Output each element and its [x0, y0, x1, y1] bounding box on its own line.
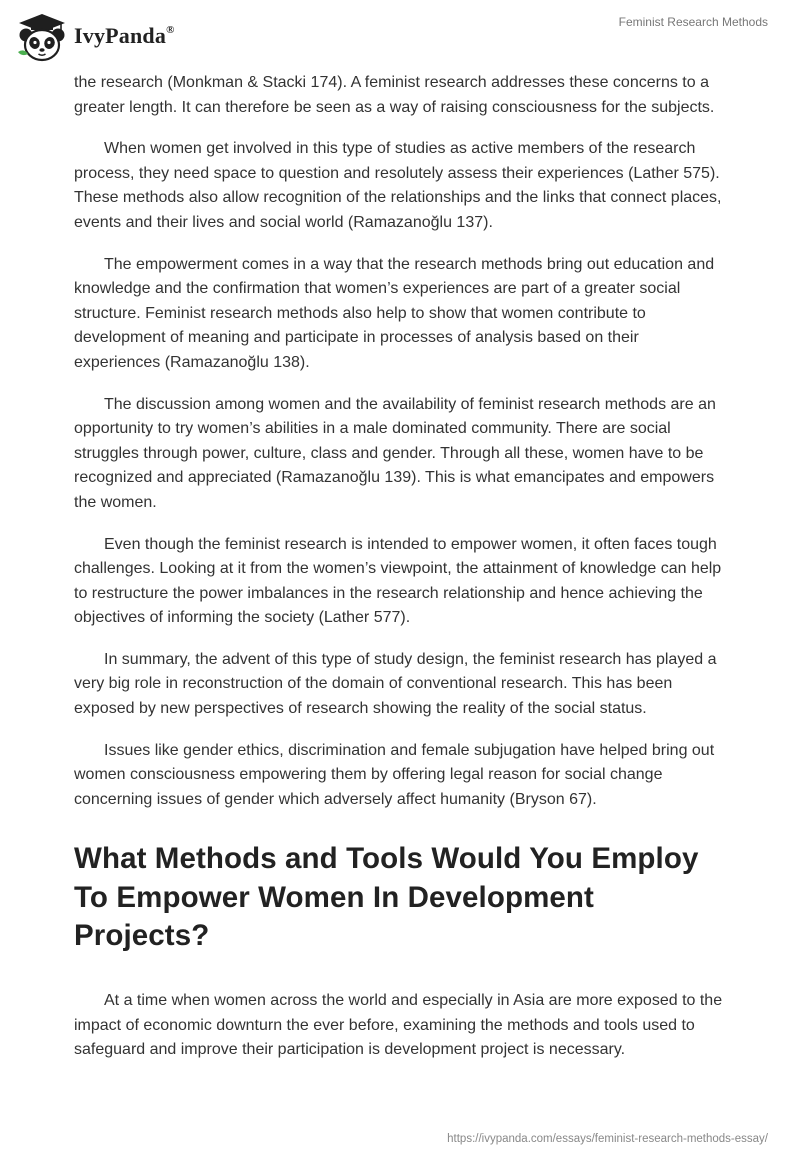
logo-wordmark	[74, 23, 175, 49]
paragraph: In summary, the advent of this type of study design, the feminist research has played a very big role in reconstruction of the domain of conventional research. This has been exposed by new perspectives of research showing the reality of the social status.	[74, 650, 717, 718]
essay-content	[74, 71, 729, 1080]
section-heading: What Methods and Tools Would You Employ To Empower Women In Development Projects?	[74, 842, 699, 953]
document-title: Feminist Research Methods	[618, 15, 768, 29]
paragraph: When women get involved in this type of studies as active members of the research process, they need space to question and resolutely assess their experiences (Lather 575). These methods also allow recognition of the relationships and the links that connect places, events and their lives and social world (Ramazanoğlu 137).	[74, 140, 722, 231]
ivypanda-logo[interactable]	[14, 8, 175, 64]
paragraph: The discussion among women and the availability of feminist research methods are an opportunity to try women’s abilities in a male dominated community. There are social struggles through power, culture, class and gender. Through all these, women have to be recognized and appreciated (Ramazanoğlu 139). This is what emancipates and empowers the women.	[74, 395, 716, 511]
logo-text: IvyPanda	[74, 23, 167, 48]
panda-graduate-icon	[14, 8, 70, 64]
source-url[interactable]: https://ivypanda.com/essays/feminist-research-methods-essay/	[447, 1133, 768, 1145]
paragraph: The empowerment comes in a way that the research methods bring out education and knowledge and the confirmation that women’s experiences are part of a greater social structure. Feminist research methods also help to show that women contribute to development of meaning and participate in processes of analysis based on their experiences (Ramazanoğlu 138).	[74, 255, 715, 371]
registered-mark: ®	[166, 23, 175, 36]
paragraph: Issues like gender ethics, discrimination and female subjugation have helped bring out women consciousness empowering them by offering legal reason for social change concerning issues of gender which adversely affect humanity (Bryson 67).	[74, 741, 715, 808]
paragraph: the research (Monkman & Stacki 174). A feminist research addresses these concerns to a greater length. It can therefore be seen as a way of raising consciousness for the subjects.	[74, 74, 715, 116]
paragraph: At a time when women across the world and especially in Asia are more exposed to the impact of economic downturn the ever before, examining the methods and tools used to safeguard and improve their participation is development project is necessary.	[74, 991, 723, 1059]
page-header	[0, 0, 800, 70]
paragraph: Even though the feminist research is intended to empower women, it often faces tough challenges. Looking at it from the women’s viewpoint, the attainment of knowledge can help to restructure the power imbalances in the research relationship and hence achieving the objectives of informing the society (Lather 577).	[74, 535, 722, 627]
